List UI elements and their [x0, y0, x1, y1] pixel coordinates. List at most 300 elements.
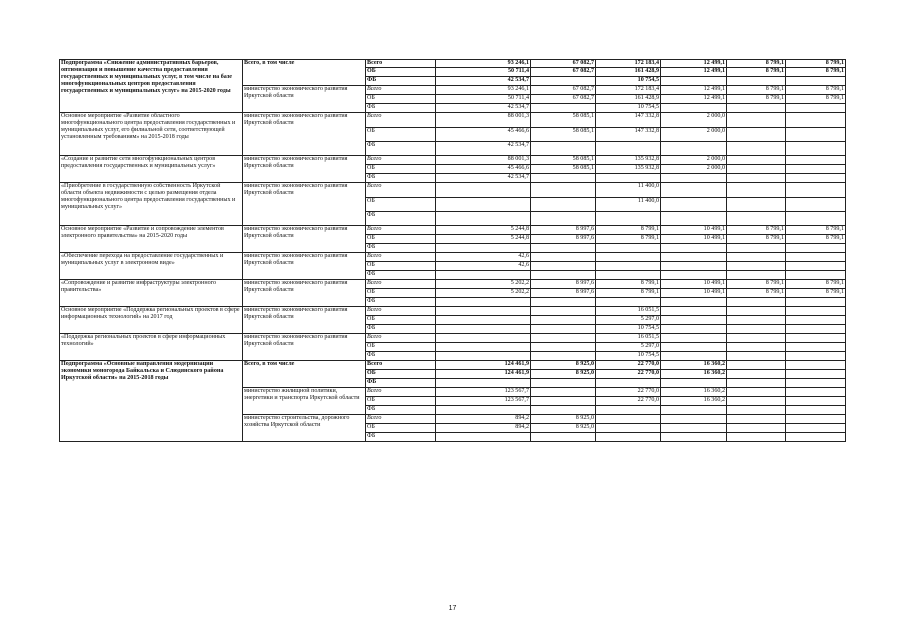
table-row [60, 253, 846, 262]
amount-cell: 8 799,1 [596, 226, 661, 235]
program-name-cell: Основное мероприятие «Развитие областного многофункционального центра предоставления государственных и муниципальных услуг, его филиальной сети, соответствующей установленным требованиям» на 2015-2018 годы [60, 113, 243, 156]
amount-cell: 8 799,1 [786, 280, 846, 289]
amount-cell [531, 325, 596, 334]
amount-cell [436, 343, 531, 352]
amount-cell: 10 499,1 [661, 226, 727, 235]
amount-cell: 93 246,1 [436, 60, 531, 68]
funding-source-cell: ФБ [366, 174, 436, 183]
amount-cell: 22 770,0 [596, 397, 661, 406]
amount-cell [786, 307, 846, 316]
amount-cell [661, 352, 727, 361]
amount-cell [727, 433, 786, 442]
amount-cell [786, 198, 846, 212]
amount-cell [531, 198, 596, 212]
executor-cell: министерство экономического развития Иркутской области [243, 334, 366, 361]
amount-cell [596, 174, 661, 183]
amount-cell: 5 297,0 [596, 343, 661, 352]
amount-cell [786, 271, 846, 280]
amount-cell: 2 000,0 [661, 128, 727, 142]
amount-cell [786, 397, 846, 406]
amount-cell [661, 316, 727, 325]
amount-cell [436, 198, 531, 212]
amount-cell [596, 415, 661, 424]
executor-cell: министерство экономического развития Иркутской области [243, 156, 366, 183]
amount-cell [596, 262, 661, 271]
funding-source-cell: ОБ [366, 128, 436, 142]
amount-cell: 8 799,1 [727, 60, 786, 68]
amount-cell [727, 361, 786, 370]
funding-source-cell: ОБ [366, 343, 436, 352]
table-body [60, 60, 846, 442]
amount-cell [727, 334, 786, 343]
program-name-cell: «Приобретение в государственную собственность Иркутской области объекта недвижимости с целью размещения отдела многофункционального центра предоставления государственных и муниципальных услуг» [60, 183, 243, 226]
amount-cell [436, 271, 531, 280]
amount-cell [786, 316, 846, 325]
amount-cell: 8 997,6 [531, 235, 596, 244]
amount-cell [531, 142, 596, 156]
amount-cell [786, 406, 846, 415]
amount-cell [531, 183, 596, 198]
amount-cell [436, 433, 531, 442]
amount-cell: 16 051,5 [596, 307, 661, 316]
amount-cell [786, 156, 846, 165]
amount-cell: 8 997,6 [531, 226, 596, 235]
amount-cell [786, 325, 846, 334]
amount-cell: 2 000,0 [661, 156, 727, 165]
program-name-cell: «Поддержка региональных проектов в сфере информационных технологий» [60, 334, 243, 361]
amount-cell [531, 352, 596, 361]
amount-cell [661, 433, 727, 442]
amount-cell: 10 754,5 [596, 352, 661, 361]
amount-cell [727, 271, 786, 280]
amount-cell [786, 298, 846, 307]
amount-cell: 16 360,2 [661, 370, 727, 379]
amount-cell [596, 433, 661, 442]
amount-cell [531, 174, 596, 183]
amount-cell: 16 360,2 [661, 397, 727, 406]
amount-cell [727, 212, 786, 226]
amount-cell: 50 711,4 [436, 95, 531, 104]
amount-cell: 88 001,3 [436, 156, 531, 165]
amount-cell [727, 165, 786, 174]
amount-cell: 11 400,0 [596, 183, 661, 198]
amount-cell [786, 379, 846, 388]
amount-cell [786, 128, 846, 142]
amount-cell [727, 352, 786, 361]
funding-source-cell: ОБ [366, 165, 436, 174]
amount-cell [786, 77, 846, 86]
amount-cell: 894,2 [436, 424, 531, 433]
amount-cell [531, 212, 596, 226]
amount-cell: 8 799,1 [786, 60, 846, 68]
program-name-cell: «Обеспечение перехода на предоставление государственных и муниципальных услуг в электронном виде» [60, 253, 243, 280]
amount-cell: 8 799,1 [596, 235, 661, 244]
amount-cell [531, 406, 596, 415]
amount-cell: 88 001,3 [436, 113, 531, 128]
amount-cell [786, 388, 846, 397]
amount-cell [727, 424, 786, 433]
amount-cell [661, 415, 727, 424]
amount-cell [786, 212, 846, 226]
amount-cell: 124 461,9 [436, 370, 531, 379]
funding-source-cell: ФБ [366, 104, 436, 113]
amount-cell [596, 424, 661, 433]
amount-cell [786, 253, 846, 262]
amount-cell: 10 499,1 [661, 280, 727, 289]
amount-cell [661, 406, 727, 415]
amount-cell: 8 799,1 [727, 226, 786, 235]
amount-cell: 5 202,2 [436, 289, 531, 298]
amount-cell [436, 406, 531, 415]
amount-cell [786, 165, 846, 174]
funding-source-cell: Всего [366, 226, 436, 235]
amount-cell: 12 499,1 [661, 86, 727, 95]
table-row [60, 307, 846, 316]
amount-cell [596, 244, 661, 253]
funding-source-cell: ФБ [366, 271, 436, 280]
amount-cell: 10 754,5 [596, 325, 661, 334]
amount-cell [786, 370, 846, 379]
amount-cell [436, 298, 531, 307]
program-name-cell: Основное мероприятие «Поддержка региональных проектов в сфере информационных технологий» на 2017 год [60, 307, 243, 334]
amount-cell [727, 325, 786, 334]
funding-source-cell: ОБ [366, 289, 436, 298]
amount-cell [661, 298, 727, 307]
program-name-cell: Подпрограмма «Основные направления модернизации экономики моногорода Байкальска и Слюдянского района Иркутской области» на 2015-2018 годы [60, 361, 243, 442]
amount-cell: 135 932,8 [596, 156, 661, 165]
amount-cell [727, 77, 786, 86]
program-name-cell: «Сопровождение и развитие инфраструктуры электронного правительства» [60, 280, 243, 307]
funding-source-cell: Всего [366, 334, 436, 343]
amount-cell [786, 113, 846, 128]
amount-cell: 135 932,8 [596, 165, 661, 174]
amount-cell [786, 433, 846, 442]
amount-cell [786, 244, 846, 253]
amount-cell: 42,6 [436, 262, 531, 271]
amount-cell: 8 925,0 [531, 370, 596, 379]
amount-cell [436, 352, 531, 361]
amount-cell [531, 244, 596, 253]
funding-source-cell: ФБ [366, 406, 436, 415]
funding-source-cell: ФБ [366, 352, 436, 361]
amount-cell: 11 400,0 [596, 198, 661, 212]
funding-source-cell: ОБ [366, 262, 436, 271]
amount-cell [786, 142, 846, 156]
amount-cell: 16 051,5 [596, 334, 661, 343]
amount-cell: 12 499,1 [661, 95, 727, 104]
amount-cell [661, 379, 727, 388]
executor-cell: министерство экономического развития Иркутской области [243, 183, 366, 226]
funding-source-cell: ОБ [366, 198, 436, 212]
executor-cell: министерство строительства, дорожного хозяйства Иркутской области [243, 415, 366, 442]
amount-cell [786, 262, 846, 271]
amount-cell [727, 298, 786, 307]
funding-source-cell: Всего [366, 113, 436, 128]
amount-cell: 10 499,1 [661, 289, 727, 298]
amount-cell [596, 142, 661, 156]
amount-cell [661, 77, 727, 86]
amount-cell [727, 370, 786, 379]
amount-cell: 5 244,8 [436, 235, 531, 244]
amount-cell: 67 082,7 [531, 95, 596, 104]
amount-cell: 67 082,7 [531, 68, 596, 77]
amount-cell [531, 298, 596, 307]
funding-source-cell: ОБ [366, 316, 436, 325]
table-row [60, 113, 846, 128]
amount-cell: 5 297,0 [596, 316, 661, 325]
amount-cell: 8 799,1 [727, 235, 786, 244]
table-row [60, 334, 846, 343]
budget-table [59, 59, 846, 442]
amount-cell [661, 174, 727, 183]
amount-cell: 8 799,1 [786, 289, 846, 298]
amount-cell: 93 246,1 [436, 86, 531, 95]
program-name-cell: «Создание и развитие сети многофункциональных центров предоставления государственных и муниципальных услуг» [60, 156, 243, 183]
amount-cell [436, 307, 531, 316]
amount-cell [436, 334, 531, 343]
amount-cell [596, 212, 661, 226]
program-name-cell: Основное мероприятие «Развитие и сопровождение элементов электронного правительства» на 2015-2020 годы [60, 226, 243, 253]
amount-cell [596, 271, 661, 280]
amount-cell [727, 343, 786, 352]
amount-cell: 42,6 [436, 253, 531, 262]
table-row [60, 226, 846, 235]
amount-cell [661, 244, 727, 253]
executor-cell: Всего, в том числе [243, 361, 366, 388]
amount-cell [727, 174, 786, 183]
amount-cell [786, 424, 846, 433]
amount-cell [436, 212, 531, 226]
funding-source-cell: ОБ [366, 397, 436, 406]
amount-cell [727, 253, 786, 262]
amount-cell: 8 925,0 [531, 415, 596, 424]
amount-cell: 67 082,7 [531, 60, 596, 68]
amount-cell: 10 499,1 [661, 235, 727, 244]
amount-cell [436, 325, 531, 334]
amount-cell: 8 799,1 [786, 235, 846, 244]
amount-cell: 8 799,1 [596, 289, 661, 298]
funding-source-cell: ФБ [366, 379, 436, 388]
amount-cell [661, 212, 727, 226]
amount-cell [531, 271, 596, 280]
amount-cell: 8 799,1 [727, 86, 786, 95]
amount-cell: 12 499,1 [661, 60, 727, 68]
executor-cell: министерство экономического развития Иркутской области [243, 253, 366, 280]
program-name-cell: Подпрограмма «Снижение административных барьеров, оптимизация и повышение качества предоставления государственных и муниципальных услуг, в том числе на базе многофункциональных центров предоставления государственных и муниципальных услуг» на 2015-2020 годы [60, 60, 243, 113]
amount-cell: 42 534,7 [436, 104, 531, 113]
amount-cell [727, 388, 786, 397]
amount-cell [661, 253, 727, 262]
amount-cell: 45 466,6 [436, 128, 531, 142]
amount-cell: 124 461,9 [436, 361, 531, 370]
funding-source-cell: Всего [366, 361, 436, 370]
executor-cell: министерство экономического развития Иркутской области [243, 86, 366, 113]
amount-cell [531, 433, 596, 442]
page-number: 17 [448, 605, 457, 612]
funding-source-cell: Всего [366, 86, 436, 95]
funding-source-cell: ФБ [366, 298, 436, 307]
amount-cell: 42 534,7 [436, 142, 531, 156]
amount-cell: 10 754,5 [596, 77, 661, 86]
amount-cell [661, 142, 727, 156]
amount-cell [661, 198, 727, 212]
amount-cell [531, 388, 596, 397]
amount-cell [727, 142, 786, 156]
amount-cell: 5 202,2 [436, 280, 531, 289]
amount-cell [531, 104, 596, 113]
executor-cell: министерство экономического развития Иркутской области [243, 226, 366, 253]
amount-cell [661, 307, 727, 316]
funding-source-cell: ОБ [366, 68, 436, 77]
amount-cell [786, 415, 846, 424]
funding-source-cell: ФБ [366, 325, 436, 334]
amount-cell [786, 334, 846, 343]
table-row [60, 60, 846, 68]
table-row [60, 280, 846, 289]
amount-cell [661, 334, 727, 343]
amount-cell [436, 316, 531, 325]
amount-cell [436, 183, 531, 198]
amount-cell: 58 085,1 [531, 165, 596, 174]
funding-source-cell: ОБ [366, 95, 436, 104]
amount-cell: 58 085,1 [531, 113, 596, 128]
amount-cell [436, 244, 531, 253]
amount-cell: 8 799,1 [727, 68, 786, 77]
amount-cell [661, 262, 727, 271]
amount-cell [727, 262, 786, 271]
amount-cell: 8 799,1 [786, 226, 846, 235]
amount-cell: 58 085,1 [531, 156, 596, 165]
amount-cell [727, 415, 786, 424]
amount-cell: 123 567,7 [436, 397, 531, 406]
funding-source-cell: ФБ [366, 212, 436, 226]
executor-cell: министерство экономического развития Иркутской области [243, 280, 366, 307]
funding-source-cell: Всего [366, 307, 436, 316]
table-row [60, 361, 846, 370]
amount-cell: 894,2 [436, 415, 531, 424]
amount-cell: 161 428,9 [596, 68, 661, 77]
funding-source-cell: Всего [366, 60, 436, 68]
amount-cell: 42 534,7 [436, 77, 531, 86]
amount-cell [531, 379, 596, 388]
amount-cell: 22 770,0 [596, 388, 661, 397]
amount-cell [596, 253, 661, 262]
amount-cell [786, 183, 846, 198]
amount-cell [531, 343, 596, 352]
amount-cell [531, 397, 596, 406]
amount-cell: 10 754,5 [596, 104, 661, 113]
amount-cell: 16 360,2 [661, 361, 727, 370]
amount-cell [786, 352, 846, 361]
amount-cell: 147 332,8 [596, 128, 661, 142]
amount-cell [661, 424, 727, 433]
amount-cell: 50 711,4 [436, 68, 531, 77]
amount-cell [786, 174, 846, 183]
amount-cell: 5 244,8 [436, 226, 531, 235]
amount-cell: 22 770,0 [596, 361, 661, 370]
amount-cell: 8 799,1 [786, 86, 846, 95]
amount-cell: 161 428,9 [596, 95, 661, 104]
amount-cell [596, 406, 661, 415]
amount-cell [661, 104, 727, 113]
amount-cell [786, 343, 846, 352]
amount-cell [531, 316, 596, 325]
amount-cell: 42 534,7 [436, 174, 531, 183]
amount-cell [531, 262, 596, 271]
amount-cell [531, 307, 596, 316]
funding-source-cell: ОБ [366, 424, 436, 433]
amount-cell [661, 183, 727, 198]
table-row [60, 156, 846, 165]
amount-cell: 2 000,0 [661, 165, 727, 174]
funding-source-cell: ФБ [366, 142, 436, 156]
table-row [60, 183, 846, 198]
amount-cell [727, 406, 786, 415]
amount-cell [661, 343, 727, 352]
amount-cell [531, 334, 596, 343]
amount-cell [786, 361, 846, 370]
amount-cell [727, 316, 786, 325]
amount-cell [727, 198, 786, 212]
funding-source-cell: ФБ [366, 244, 436, 253]
amount-cell [727, 128, 786, 142]
amount-cell: 8 799,1 [727, 280, 786, 289]
amount-cell: 67 082,7 [531, 86, 596, 95]
amount-cell: 58 085,1 [531, 128, 596, 142]
executor-cell: Всего, в том числе [243, 60, 366, 86]
funding-source-cell: Всего [366, 253, 436, 262]
amount-cell: 147 332,8 [596, 113, 661, 128]
funding-source-cell: ОБ [366, 370, 436, 379]
funding-source-cell: Всего [366, 183, 436, 198]
amount-cell [436, 379, 531, 388]
amount-cell [727, 397, 786, 406]
amount-cell: 8 799,1 [786, 95, 846, 104]
amount-cell [727, 183, 786, 198]
amount-cell: 12 499,1 [661, 68, 727, 77]
amount-cell: 8 799,1 [727, 95, 786, 104]
funding-source-cell: Всего [366, 415, 436, 424]
amount-cell: 172 183,4 [596, 86, 661, 95]
amount-cell: 8 925,0 [531, 361, 596, 370]
amount-cell [596, 298, 661, 307]
executor-cell: министерство жилищной политики, энергетики и транспорта Иркутской области [243, 388, 366, 415]
funding-source-cell: Всего [366, 156, 436, 165]
amount-cell: 8 799,1 [786, 68, 846, 77]
amount-cell [727, 156, 786, 165]
amount-cell: 172 183,4 [596, 60, 661, 68]
amount-cell: 8 799,1 [596, 280, 661, 289]
amount-cell: 8 925,0 [531, 424, 596, 433]
amount-cell: 22 770,0 [596, 370, 661, 379]
amount-cell [531, 77, 596, 86]
executor-cell: министерство экономического развития Иркутской области [243, 307, 366, 334]
amount-cell [531, 253, 596, 262]
amount-cell [727, 379, 786, 388]
amount-cell: 2 000,0 [661, 113, 727, 128]
amount-cell [596, 379, 661, 388]
amount-cell: 16 360,2 [661, 388, 727, 397]
funding-source-cell: ФБ [366, 433, 436, 442]
amount-cell [661, 325, 727, 334]
funding-source-cell: ФБ [366, 77, 436, 86]
funding-source-cell: Всего [366, 388, 436, 397]
amount-cell: 8 799,1 [727, 289, 786, 298]
amount-cell [786, 104, 846, 113]
amount-cell [727, 244, 786, 253]
amount-cell: 8 997,6 [531, 289, 596, 298]
amount-cell [727, 104, 786, 113]
